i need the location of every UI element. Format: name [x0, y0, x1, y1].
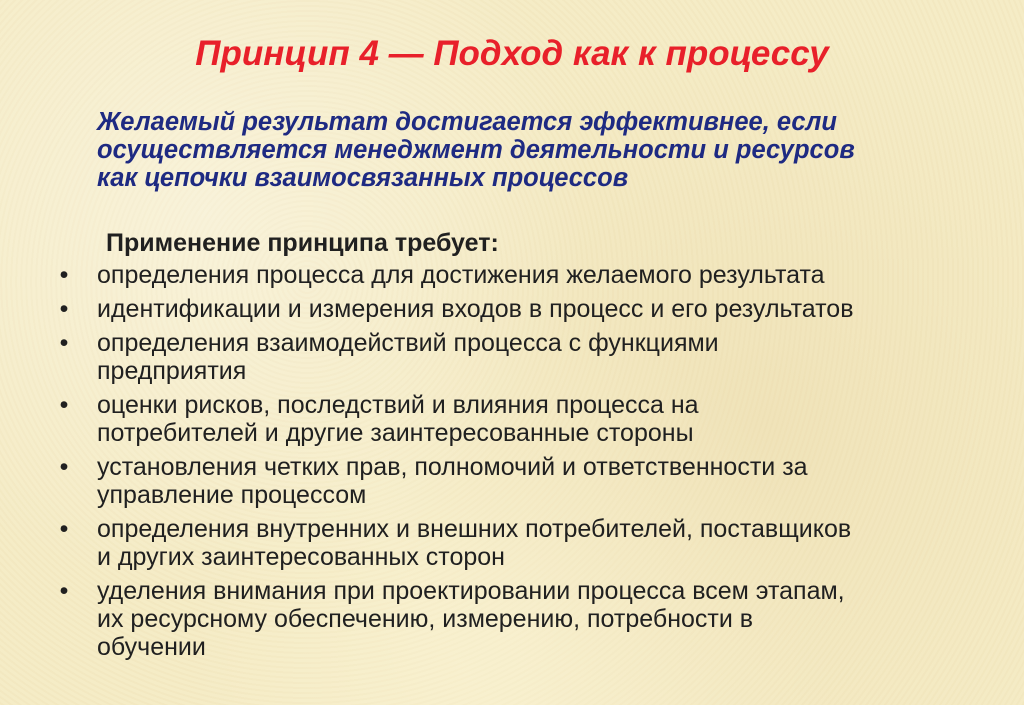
- list-item: [0, 577, 1024, 661]
- bullet-icon: •: [59, 453, 69, 481]
- bullet-icon: •: [59, 261, 69, 289]
- definition-line: осуществляется менеджмент деятельности и ресурсов: [97, 136, 855, 164]
- bullet-icon: •: [59, 295, 69, 323]
- slide-title: Принцип 4 — Подход как к процессу: [195, 34, 829, 73]
- list-item-text: уделения внимания при проектировании процесса всем этапам,: [97, 577, 845, 605]
- requirements-heading: Применение принципа требует:: [106, 229, 499, 257]
- bullet-icon: •: [59, 515, 69, 543]
- list-item-text: установления четких прав, полномочий и ответственности за: [97, 453, 808, 481]
- list-item-text: предприятия: [97, 357, 247, 385]
- bullet-icon: •: [59, 329, 69, 357]
- list-item: [0, 295, 1024, 323]
- requirements-list: [0, 261, 1024, 667]
- list-item-text: оценки рисков, последствий и влияния процесса на: [97, 391, 699, 419]
- list-item-text: определения процесса для достижения желаемого результата: [97, 261, 825, 289]
- definition-line: как цепочки взаимосвязанных процессов: [97, 164, 629, 192]
- list-item-text: обучении: [97, 633, 206, 661]
- list-item-text: идентификации и измерения входов в процесс и его результатов: [97, 295, 854, 323]
- list-item-text: определения внутренних и внешних потребителей, поставщиков: [97, 515, 852, 543]
- list-item-text: их ресурсному обеспечению, измерению, потребности в: [97, 605, 754, 633]
- list-item-text: потребителей и другие заинтересованные стороны: [97, 419, 694, 447]
- list-item: [0, 453, 1024, 509]
- list-item: [0, 391, 1024, 447]
- list-item-text: и других заинтересованных сторон: [97, 543, 505, 571]
- bullet-icon: •: [59, 577, 69, 605]
- list-item-text: определения взаимодействий процесса с функциями: [97, 329, 719, 357]
- list-item-text: управление процессом: [97, 481, 367, 509]
- list-item: [0, 329, 1024, 385]
- list-item: [0, 515, 1024, 571]
- definition-line: Желаемый результат достигается эффективнее, если: [97, 108, 837, 136]
- principle-definition: [97, 108, 977, 192]
- bullet-icon: •: [59, 391, 69, 419]
- list-item: [0, 261, 1024, 289]
